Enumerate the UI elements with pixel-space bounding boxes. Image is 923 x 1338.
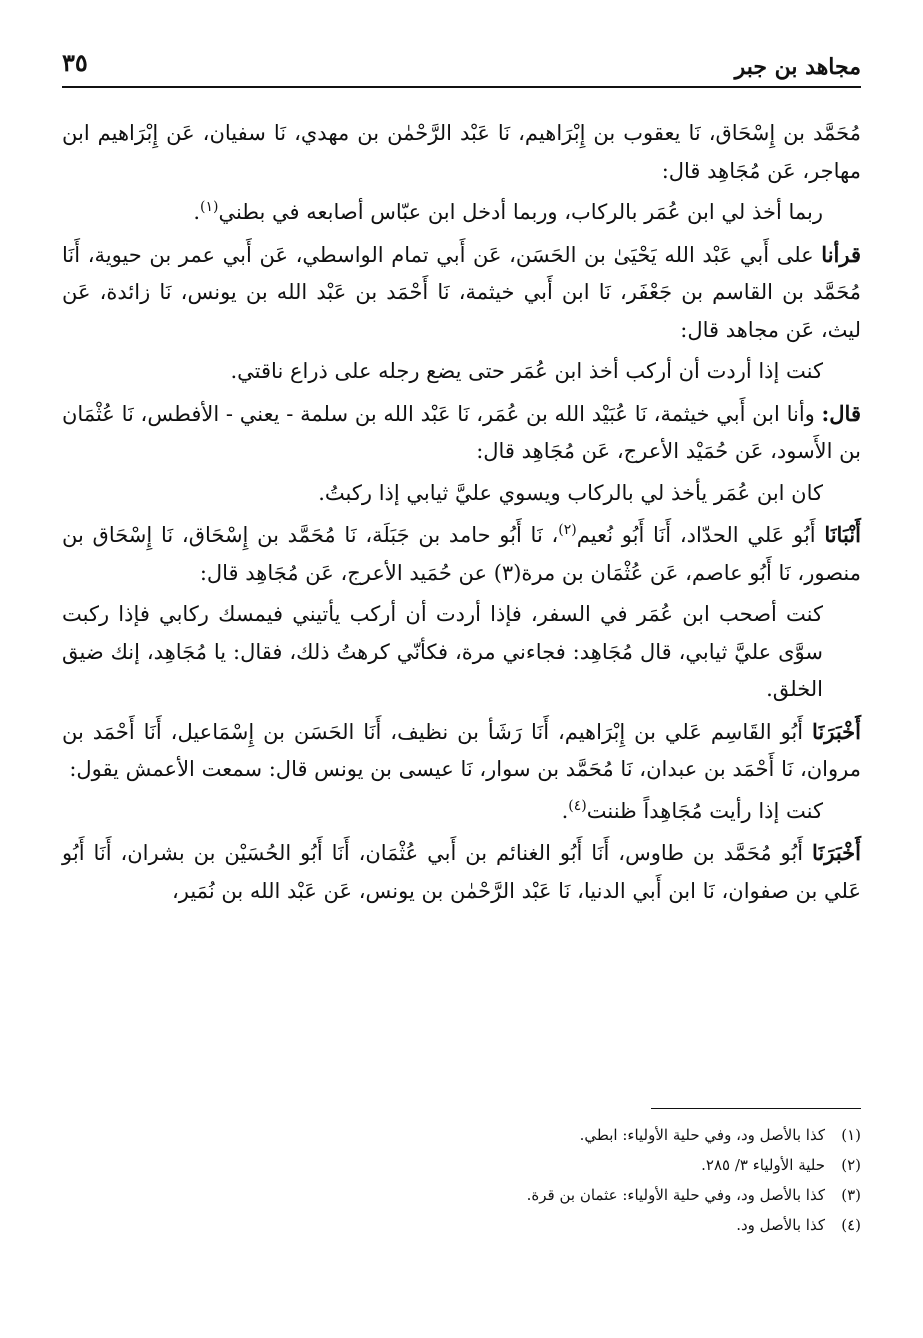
isnad-paragraph: قال: وأنا ابن أَبي خيثمة، نَا عُبَيْد الله بن عُمَر، نَا عَبْد الله بن سلمة - يعني - الأفطس، نَا عُثْمَان بن الأَسود، عَن حُمَيْد الأعرج، عَن مُجَاهِد قال: [62, 400, 861, 463]
isnad-paragraph: أَخْبَرَنَا أَبُو القَاسِم عَلي بن إِبْرَاهيم، أَنَا رَشَأ بن نظيف، أَنَا الحَسَن بن إِسْمَاعيل، أَنَا أَحْمَد بن مروان، نَا أَحْمَد بن عبدان، نَا مُحَمَّد بن سوار، نَا عيسى بن يونس قال: سمعت الأعمش يقول: [62, 718, 861, 781]
main-text [62, 114, 861, 914]
footnote-ref: (١) [200, 199, 219, 215]
footnote-ref: (٢) [558, 522, 577, 538]
isnad-paragraph: أَنْبَانَا أَبُو عَلي الحدّاد، أَنَا أَبُو نُعيم$^{(٢)}$، نَا أَبُو حامد بن جَبَلَة، نَا مُحَمَّد بن إِسْحَاق، نَا إِسْحَاق بن منصور، نَا أَبُو عاصم، عَن عُثْمَان بن مرة(٣) عن حُمَيد الأعرج، عَن مُجَاهِد قال: [62, 522, 861, 585]
quote-paragraph: كنت إذا رأيت مُجَاهِداً ظننت$^{(٤)}$. [561, 797, 823, 823]
footnote: (٤)كذا بالأصل ود. [736, 1216, 861, 1234]
quote-paragraph: كنت إذا أردت أن أركب أخذ ابن عُمَر حتى يضع رجله على ذراع ناقتي. [230, 359, 823, 383]
footnote-divider [651, 1108, 861, 1109]
running-title: مجاهد بن جبر [734, 54, 861, 80]
quote-paragraph: ربما أخذ لي ابن عُمَر بالركاب، وربما أدخل ابن عبّاس أصابعه في بطني$^{(١)}$. [193, 199, 823, 224]
footnote: (١)كذا بالأصل ود، وفي حلية الأولياء: ابطي. [579, 1126, 861, 1144]
quote-paragraph: كان ابن عُمَر يأخذ لي بالركاب ويسوي عليَّ ثيابي إذا ركبتُ. [318, 480, 823, 505]
footnotes [62, 1120, 861, 1240]
quote-paragraph: كنت أصحب ابن عُمَر في السفر، فإذا أردت أن أركب يأتيني فيمسك ركابي فإذا ركبت سوَّى عليَّ ثيابي، قال مُجَاهِد: فجاءني مرة، فكأنّي كرهتُ ذلك، فقال: يا مُجَاهِد، إنك ضيق الخلق. [62, 602, 823, 701]
page-header [62, 40, 861, 88]
page-number: ٣٥ [62, 48, 88, 77]
isnad-paragraph: مُحَمَّد بن إِسْحَاق، نَا يعقوب بن إِبْرَاهيم، نَا عَبْد الرَّحْمٰن بن مهدي، نَا سفيان، عَن إِبْرَاهيم ابن مهاجر، عَن مُجَاهِد قال: [62, 121, 861, 183]
footnote-ref: (٤) [568, 797, 587, 814]
isnad-paragraph: أَخْبَرَنَا أَبُو مُحَمَّد بن طاوس، أَنَا أَبُو الغنائم بن أَبي عُثْمَان، أَنَا أَبُو الحُسَيْن بن بشران، أَنَا أَبُو عَلي بن صفوان، نَا ابن أَبي الدنيا، نَا عَبْد الرَّحْمٰن بن يونس، عَن عَبْد الله بن نُمَير، [62, 840, 861, 903]
footnote: (٣)كذا بالأصل ود، وفي حلية الأولياء: عثمان بن قرة. [526, 1186, 861, 1204]
isnad-paragraph: قرأنا على أَبي عَبْد الله يَحْيَىٰ بن الحَسَن، عَن أَبي تمام الواسطي، عَن أَبي عمر بن حيوية، أَنَا مُحَمَّد بن القاسم بن جَعْفَر، نَا ابن أَبي خيثمة، نَا أَحْمَد بن عَبْد الله بن يونس، نَا زائدة، عَن ليث، عَن مجاهد قال: [62, 241, 861, 342]
footnote: (٢)حلية الأولياء ٣/ ٢٨٥. [701, 1156, 861, 1174]
